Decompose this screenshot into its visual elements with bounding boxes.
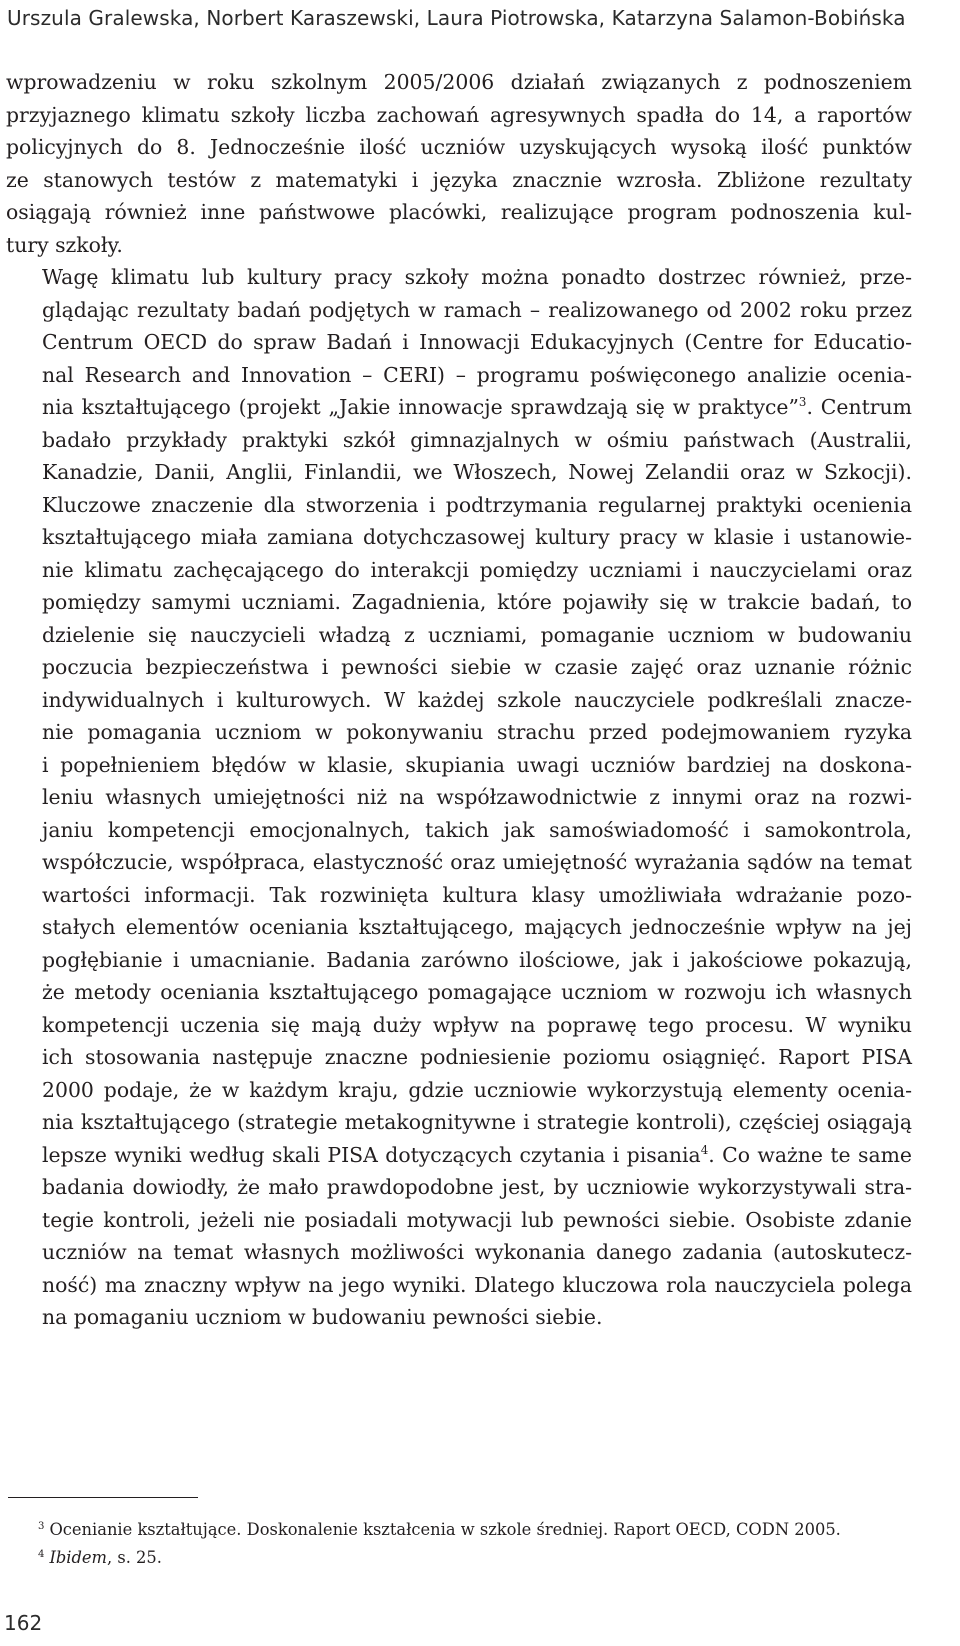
- text-line: uczniów na temat własnych możliwości wykonania danego zadania (autoskutecz-: [42, 1240, 912, 1264]
- footnote-number: 4: [38, 1548, 45, 1560]
- text-line: badania dowiodły, że mało prawdopodobne jest, by uczniowie wykorzystywali stra-: [42, 1175, 912, 1199]
- text-line: ze stanowych testów z matematyki i języka znacznie wzrosła. Zbliżone rezultaty: [6, 167, 912, 192]
- text-line: kompetencji uczenia się mają duży wpływ na poprawę tego procesu. W wyniku: [42, 1012, 912, 1037]
- text-line: dzielenie się nauczycieli władzą z uczniami, pomaganie uczniom w budowaniu: [42, 622, 912, 647]
- text-line: Kluczowe znaczenie dla stworzenia i podtrzymania regularnej praktyki ocenienia: [42, 492, 912, 517]
- text-line: Wagę klimatu lub kultury pracy szkoły można ponadto dostrzec również, prze-: [42, 265, 912, 289]
- text-line: stałych elementów oceniania kształtującego, mających jednocześnie wpływ na jej: [42, 915, 912, 939]
- text-line: Centrum OECD do spraw Badań i Innowacji Edukacyjnych (Centre for Educatio-: [42, 330, 912, 354]
- footnote: [38, 1544, 841, 1572]
- footnote-text: , s. 25.: [107, 1548, 162, 1567]
- text-segment: nia kształtującego (projekt „Jakie innowacje sprawdzają się w praktyce”: [42, 395, 799, 419]
- paragraph: [6, 261, 912, 1334]
- text-line: osiągają również inne państwowe placówki, realizujące program podnoszenia kul-: [6, 200, 912, 224]
- text-segment: . Co ważne te same: [708, 1142, 913, 1167]
- text-line: wprowadzeniu w roku szkolnym 2005/2006 działań związanych z podnoszeniem: [6, 70, 912, 94]
- footnote-italic-text: Ibidem: [49, 1548, 107, 1567]
- footnote-number: 3: [38, 1520, 45, 1532]
- text-line: policyjnych do 8. Jednocześnie ilość uczniów uzyskujących wysoką ilość punktów: [6, 135, 912, 159]
- text-line: że metody oceniania kształtującego pomagające uczniom w rozwoju ich własnych: [42, 980, 912, 1004]
- text-line: glądając rezultaty badań podjętych w ramach – realizowanego od 2002 roku przez: [42, 297, 912, 322]
- text-line: kształtującego miała zamiana dotychczasowej kultury pracy w klasie i ustanowie-: [42, 525, 912, 549]
- page-number: 162: [4, 1611, 43, 1635]
- running-header: Urszula Gralewska, Norbert Karaszewski, Laura Piotrowska, Katarzyna Salamon-Bobińska: [7, 6, 906, 30]
- text-line: nia kształtującego (strategie metakognitywne i strategie kontroli), częściej osiągają: [42, 1110, 912, 1134]
- text-line: poczucia bezpieczeństwa i pewności siebie w czasie zajęć oraz uznanie różnic: [42, 655, 912, 679]
- text-line-with-footnote: [6, 1139, 912, 1172]
- text-line: wartości informacji. Tak rozwinięta kultura klasy umożliwiała wdrażanie pozo-: [42, 882, 912, 907]
- text-line-with-footnote: [6, 391, 912, 424]
- text-line: badało przykłady praktyki szkół gimnazjalnych w ośmiu państwach (Australii,: [42, 427, 912, 452]
- text-line: ich stosowania następuje znaczne podniesienie poziomu osiągnięć. Raport PISA: [42, 1045, 912, 1069]
- text-segment: . Centrum: [806, 395, 912, 419]
- text-line: na pomaganiu uczniom w budowaniu pewności siebie.: [42, 1305, 603, 1329]
- footnote-text: Ocenianie kształtujące. Doskonalenie kształcenia w szkole średniej. Raport OECD, CODN 2005.: [49, 1520, 841, 1539]
- text-line: indywidualnych i kulturowych. W każdej szkole nauczyciele podkreślali znacze-: [42, 687, 912, 712]
- footnotes: [38, 1516, 841, 1572]
- text-line: nal Research and Innovation – CERI) – programu poświęconego analizie ocenia-: [42, 362, 912, 387]
- text-line: nie pomagania uczniom w pokonywaniu strachu przed podejmowaniem ryzyka: [42, 720, 912, 744]
- footnote-marker: 3: [798, 395, 807, 410]
- text-line: ność) ma znaczny wpływ na jego wyniki. Dlatego kluczowa rola nauczyciela polega: [42, 1272, 912, 1297]
- text-line: nie klimatu zachęcającego do interakcji pomiędzy uczniami i nauczycielami oraz: [42, 557, 912, 582]
- text-line: tegie kontroli, jeżeli nie posiadali motywacji lub pewności siebie. Osobiste zdanie: [42, 1207, 912, 1232]
- footnote: [38, 1516, 841, 1544]
- text-segment: lepsze wyniki według skali PISA dotyczących czytania i pisania: [42, 1142, 701, 1167]
- text-line: Kanadzie, Danii, Anglii, Finlandii, we Włoszech, Nowej Zelandii oraz w Szkocji).: [42, 460, 912, 484]
- text-line: pogłębianie i umacnianie. Badania zarówno ilościowe, jak i jakościowe pokazują,: [42, 947, 912, 972]
- text-line: 2000 podaje, że w każdym kraju, gdzie uczniowie wykorzystują elementy ocenia-: [42, 1077, 912, 1102]
- text-line: tury szkoły.: [6, 232, 123, 257]
- text-line: współczucie, współpraca, elastyczność oraz umiejętność wyrażania sądów na temat: [42, 850, 912, 874]
- text-line: leniu własnych umiejętności niż na współzawodnictwie z innymi oraz na rozwi-: [42, 785, 912, 809]
- text-line: i popełnieniem błędów w klasie, skupiania uwagi uczniów bardziej na doskona-: [42, 752, 912, 777]
- footnote-divider: [8, 1497, 198, 1498]
- main-text: [6, 66, 912, 1334]
- footnote-marker: 4: [700, 1142, 709, 1157]
- text-line: pomiędzy samymi uczniami. Zagadnienia, które pojawiły się w trakcie badań, to: [42, 590, 912, 614]
- text-line: janiu kompetencji emocjonalnych, takich jak samoświadomość i samokontrola,: [42, 817, 912, 842]
- paragraph: [6, 66, 912, 261]
- text-line: przyjaznego klimatu szkoły liczba zachowań agresywnych spadła do 14, a raportów: [6, 102, 912, 127]
